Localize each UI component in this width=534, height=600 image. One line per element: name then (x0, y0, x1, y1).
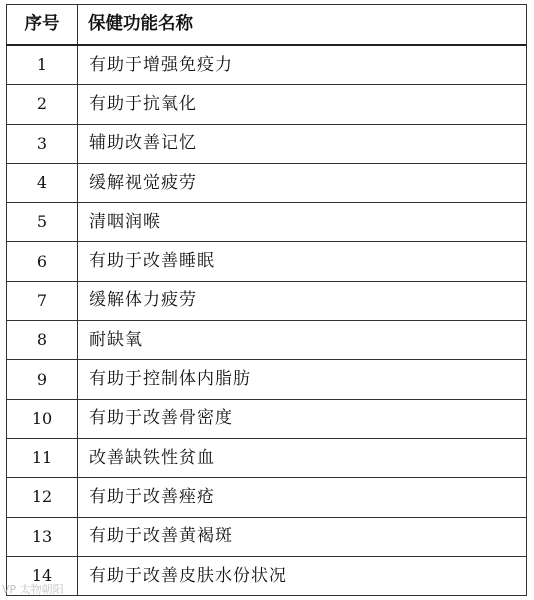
row-number: 11 (7, 438, 78, 477)
table-row (7, 124, 527, 163)
table-row (7, 242, 527, 281)
row-function-name: 耐缺氧 (78, 321, 527, 360)
table-row (7, 517, 527, 556)
table-row (7, 399, 527, 438)
row-number: 12 (7, 478, 78, 517)
table-row (7, 203, 527, 242)
table-row (7, 281, 527, 320)
row-function-name: 有助于增强免疫力 (78, 45, 527, 85)
row-number: 5 (7, 203, 78, 242)
row-function-name: 有助于改善黄褐斑 (78, 517, 527, 556)
row-number: 13 (7, 517, 78, 556)
row-function-name: 清咽润喉 (78, 203, 527, 242)
row-number: 3 (7, 124, 78, 163)
table-body (7, 45, 527, 596)
row-number: 2 (7, 85, 78, 124)
row-number: 1 (7, 45, 78, 85)
header-number: 序号 (7, 5, 78, 46)
table-header-row (7, 5, 527, 46)
row-function-name: 有助于改善睡眠 (78, 242, 527, 281)
row-number: 14 (7, 556, 78, 595)
row-number: 8 (7, 321, 78, 360)
table-row (7, 163, 527, 202)
row-function-name: 缓解体力疲劳 (78, 281, 527, 320)
row-number: 10 (7, 399, 78, 438)
watermark-text: VP 太物朝阳 (2, 583, 64, 596)
row-function-name: 有助于改善皮肤水份状况 (78, 556, 527, 595)
row-function-name: 有助于改善痤疮 (78, 478, 527, 517)
row-function-name: 有助于抗氧化 (78, 85, 527, 124)
header-name: 保健功能名称 (78, 5, 527, 46)
row-number: 7 (7, 281, 78, 320)
row-number: 4 (7, 163, 78, 202)
table-row (7, 556, 527, 595)
row-function-name: 辅助改善记忆 (78, 124, 527, 163)
row-function-name: 有助于改善骨密度 (78, 399, 527, 438)
table-row (7, 45, 527, 85)
table-header (7, 5, 527, 46)
row-function-name: 缓解视觉疲劳 (78, 163, 527, 202)
table-row (7, 478, 527, 517)
table-row (7, 321, 527, 360)
table-row (7, 85, 527, 124)
table-row (7, 360, 527, 399)
row-function-name: 有助于控制体内脂肪 (78, 360, 527, 399)
table-row (7, 438, 527, 477)
row-number: 6 (7, 242, 78, 281)
health-function-table (6, 4, 527, 596)
row-number: 9 (7, 360, 78, 399)
row-function-name: 改善缺铁性贫血 (78, 438, 527, 477)
